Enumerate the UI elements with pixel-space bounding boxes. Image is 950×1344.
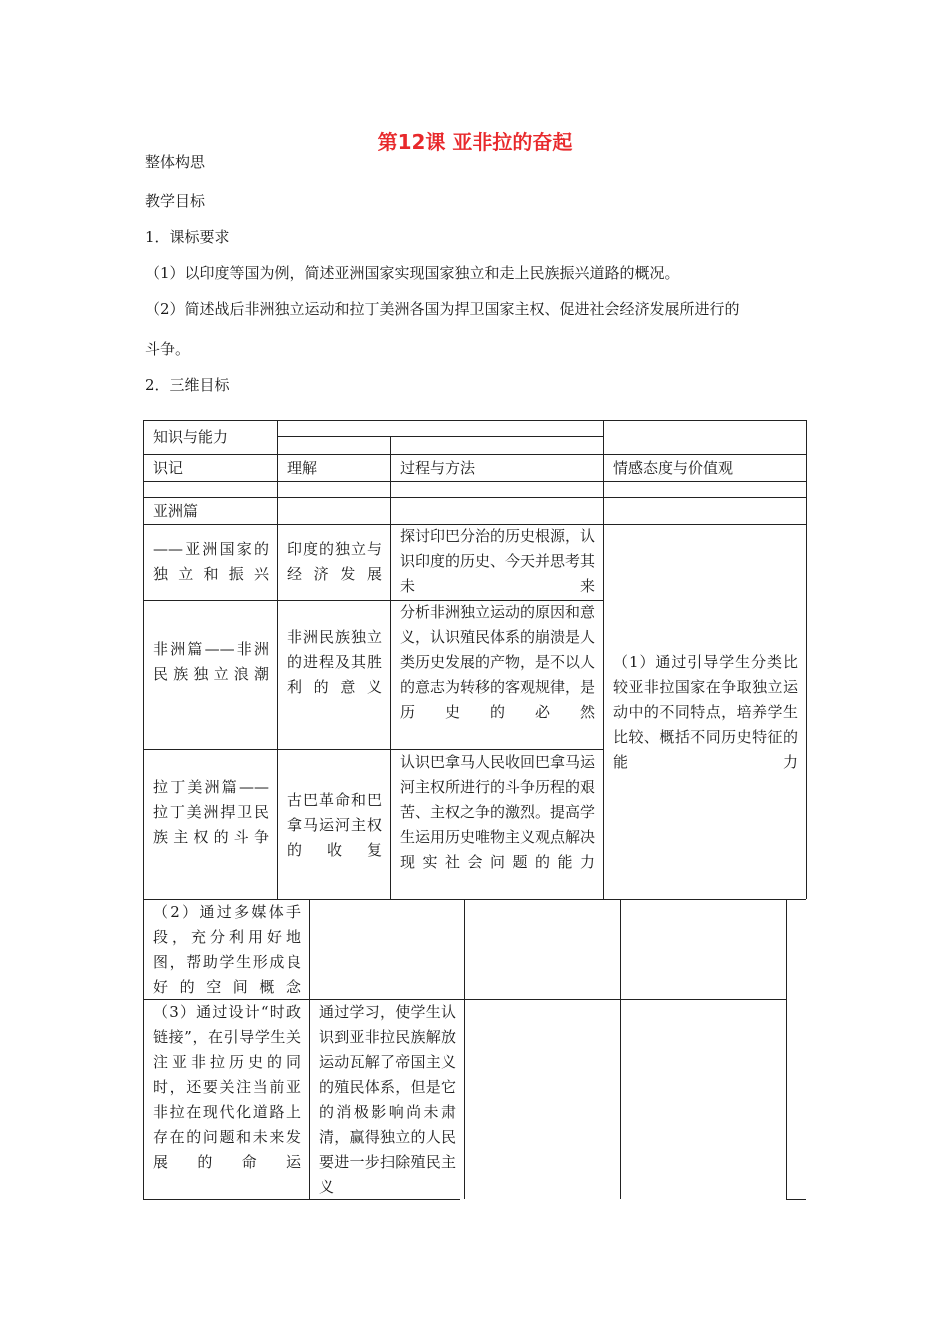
row1-understand: 印度的独立与经济发展	[287, 540, 382, 583]
emotion-3-extra: 通过学习，使学生认识到亚非拉民族解放运动瓦解了帝国主义的殖民体系，但是它的消极影响尚未肃清，赢得独立的人民要进一步扫除殖民主义	[319, 1003, 456, 1196]
row2-process: 分析非洲独立运动的原因和意义，认识殖民体系的崩溃是人类历史发展的产物，是不以人的意志为转移的客观规律，是历史的必然	[400, 603, 596, 721]
row2-recall: 非洲篇——非洲民族独立浪潮	[153, 640, 269, 683]
emotion-2: （2）通过多媒体手段，充分利用好地图，帮助学生形成良好的空间概念	[153, 903, 301, 996]
requirement-2-line-1: （2）简述战后非洲独立运动和拉丁美洲各国为捍卫国家主权、促进社会经济发展所进行的	[145, 300, 740, 318]
row3-recall: 拉丁美洲篇——拉丁美洲捍卫民族主权的斗争	[153, 778, 269, 846]
emotion-1: （1）通过引导学生分类比较亚非拉国家在争取独立运动中的不同特点，培养学生比较、概括不同历史特征的能力	[613, 653, 798, 771]
goals-heading: 教学目标	[145, 192, 206, 210]
row1-process: 探讨印巴分治的历史根源，认识印度的历史、今天并思考其未来	[400, 527, 596, 595]
page-title: 第12课 亚非拉的奋起	[377, 130, 573, 154]
header-process: 过程与方法	[400, 459, 476, 477]
header-recall: 识记	[153, 459, 184, 477]
header-knowledge: 知识与能力	[153, 428, 229, 446]
row2-understand: 非洲民族独立的进程及其胜利的意义	[287, 628, 382, 696]
requirement-2-line-2: 斗争。	[145, 340, 191, 358]
row1-recall: ——亚洲国家的独立和振兴	[153, 540, 269, 583]
header-understand: 理解	[287, 459, 318, 477]
asia-heading: 亚洲篇	[153, 502, 199, 520]
emotion-3: （3）通过设计“时政链接”，在引导学生关注亚非拉历史的同时，还要关注当前亚非拉在现代化道路上存在的问题和未来发展的命运	[153, 1003, 301, 1171]
three-dim-heading: 2．三维目标	[145, 376, 230, 394]
overall-heading: 整体构思	[145, 153, 206, 171]
requirements-heading: 1．课标要求	[145, 228, 230, 246]
requirement-1: （1）以印度等国为例，简述亚洲国家实现国家独立和走上民族振兴道路的概况。	[145, 264, 680, 282]
header-emotion: 情感态度与价值观	[613, 459, 734, 477]
row3-process: 认识巴拿马人民收回巴拿马运河主权所进行的斗争历程的艰苦、主权之争的激烈。提高学生运用历史唯物主义观点解决现实社会问题的能力	[400, 753, 596, 871]
row3-understand: 古巴革命和巴拿马运河主权的收复	[287, 791, 382, 859]
